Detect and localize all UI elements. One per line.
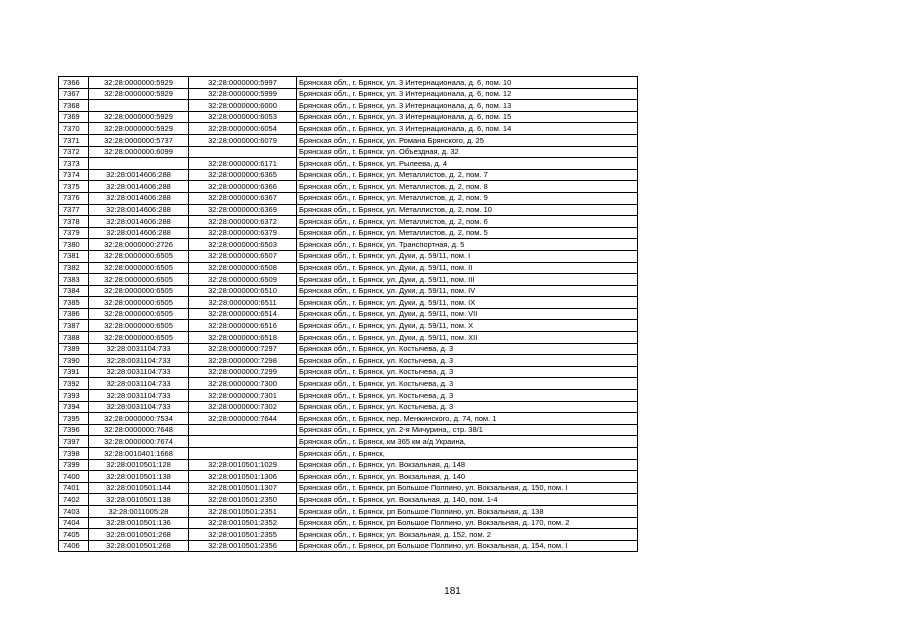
cell-parent-cadastral-number: 32:28:0000000:5929 [89,111,189,123]
cell-cadastral-number: 32:28:0000000:6369 [189,204,297,216]
cell-parent-cadastral-number: 32:28:0000000:7648 [89,424,189,436]
cadastral-table [58,76,638,552]
cell-cadastral-number: 32:28:0000000:7300 [189,378,297,390]
cell-row-number: 7389 [59,343,89,355]
cell-parent-cadastral-number: 32:28:0000000:2726 [89,239,189,251]
cell-row-number: 7386 [59,308,89,320]
cell-row-number: 7405 [59,529,89,541]
cell-parent-cadastral-number: 32:28:0010501:138 [89,494,189,506]
cell-parent-cadastral-number: 32:28:0000000:5929 [89,123,189,135]
cell-cadastral-number: 32:28:0010501:2356 [189,540,297,552]
cell-parent-cadastral-number: 32:28:0014606:288 [89,192,189,204]
cell-parent-cadastral-number [89,158,189,170]
cell-row-number: 7371 [59,134,89,146]
cell-row-number: 7395 [59,413,89,425]
cell-row-number: 7402 [59,494,89,506]
cell-address: Брянская обл., г. Брянск, ул. Вокзальная, д. 152, пом. 2 [297,529,638,541]
cell-parent-cadastral-number: 32:28:0014606:288 [89,169,189,181]
cell-row-number: 7390 [59,355,89,367]
cell-row-number: 7393 [59,390,89,402]
cell-parent-cadastral-number: 32:28:0000000:5929 [89,88,189,100]
table-row [59,146,638,158]
cell-cadastral-number: 32:28:0010501:1029 [189,459,297,471]
cell-address: Брянская обл., г. Брянск, ул. Дуки, д. 59/11, пом. XII [297,332,638,344]
cell-cadastral-number: 32:28:0000000:5997 [189,77,297,89]
table-row [59,274,638,286]
table-body [59,77,638,552]
cell-row-number: 7406 [59,540,89,552]
cell-address: Брянская обл., г. Брянск, ул. Дуки, д. 59/11, пом. IV [297,285,638,297]
cell-address: Брянская обл., г. Брянск, ул. Костычева, д. 3 [297,378,638,390]
cell-cadastral-number: 32:28:0010501:1307 [189,482,297,494]
cell-cadastral-number [189,436,297,448]
cell-parent-cadastral-number: 32:28:0000000:7534 [89,413,189,425]
cell-address: Брянская обл., г. Брянск, ул. 2-я Мичурина,, стр. 38/1 [297,424,638,436]
cell-cadastral-number: 32:28:0000000:6514 [189,308,297,320]
cell-address: Брянская обл., г. Брянск, ул. Дуки, д. 59/11, пом. IX [297,297,638,309]
cell-parent-cadastral-number: 32:28:0000000:6505 [89,297,189,309]
cell-address: Брянская обл., г. Брянск, ул. Металлистов, д. 2, пом. 9 [297,192,638,204]
cell-cadastral-number [189,146,297,158]
table-row [59,366,638,378]
table-row [59,482,638,494]
cell-address: Брянская обл., г. Брянск, пер. Менжинского, д. 74, пом. 1 [297,413,638,425]
cell-row-number: 7403 [59,505,89,517]
table-row [59,378,638,390]
cell-address: Брянская обл., г. Брянск, ул. Транспортная, д. 5 [297,239,638,251]
table-row [59,77,638,89]
cell-parent-cadastral-number: 32:28:0010501:136 [89,517,189,529]
cell-row-number: 7380 [59,239,89,251]
cell-cadastral-number: 32:28:0010501:1306 [189,471,297,483]
cell-parent-cadastral-number: 32:28:0000000:6505 [89,262,189,274]
cell-row-number: 7400 [59,471,89,483]
table-row [59,471,638,483]
table-row [59,227,638,239]
cell-cadastral-number: 32:28:0000000:6171 [189,158,297,170]
cell-cadastral-number [189,424,297,436]
cell-address: Брянская обл., г. Брянск, рп Большое Полпино, ул. Вокзальная, д. 150, пом. I [297,482,638,494]
cell-parent-cadastral-number: 32:28:0014606:288 [89,181,189,193]
cell-parent-cadastral-number: 32:28:0000000:6505 [89,320,189,332]
cell-address: Брянская обл., г. Брянск, ул. Объездная, д. 32 [297,146,638,158]
cell-parent-cadastral-number: 32:28:0011005:28 [89,505,189,517]
cell-parent-cadastral-number: 32:28:0000000:6505 [89,308,189,320]
cell-address: Брянская обл., г. Брянск, ул. Дуки, д. 59/11, пом. VII [297,308,638,320]
cell-parent-cadastral-number: 32:28:0014606:288 [89,204,189,216]
cell-address: Брянская обл., г. Брянск, рп Большое Полпино, ул. Вокзальная, д. 170, пом. 2 [297,517,638,529]
table-row [59,448,638,460]
cell-cadastral-number [189,448,297,460]
cell-parent-cadastral-number: 32:28:0000000:6505 [89,332,189,344]
table-row [59,204,638,216]
cell-cadastral-number: 32:28:0000000:6053 [189,111,297,123]
cell-address: Брянская обл., г. Брянск, ул. 3 Интернационала, д. 6, пом. 10 [297,77,638,89]
table-row [59,134,638,146]
cell-row-number: 7384 [59,285,89,297]
cell-cadastral-number: 32:28:0000000:6372 [189,216,297,228]
cell-parent-cadastral-number [89,100,189,112]
cell-address: Брянская обл., г. Брянск, ул. Вокзальная, д. 140, пом. 1-4 [297,494,638,506]
cell-row-number: 7375 [59,181,89,193]
cell-address: Брянская обл., г. Брянск, км 365 км а/д Украина, [297,436,638,448]
table-row [59,424,638,436]
cell-cadastral-number: 32:28:0000000:7297 [189,343,297,355]
cell-row-number: 7373 [59,158,89,170]
cell-cadastral-number: 32:28:0000000:6366 [189,181,297,193]
cell-cadastral-number: 32:28:0000000:6508 [189,262,297,274]
cell-parent-cadastral-number: 32:28:0000000:6505 [89,250,189,262]
cell-row-number: 7376 [59,192,89,204]
cell-parent-cadastral-number: 32:28:0000000:5929 [89,77,189,89]
cell-address: Брянская обл., г. Брянск, ул. Костычева, д. 3 [297,343,638,355]
table-row [59,413,638,425]
cell-cadastral-number: 32:28:0000000:6365 [189,169,297,181]
cell-row-number: 7368 [59,100,89,112]
table-row [59,459,638,471]
cell-parent-cadastral-number: 32:28:0014606:288 [89,227,189,239]
cell-cadastral-number: 32:28:0010501:2351 [189,505,297,517]
cell-address: Брянская обл., г. Брянск, ул. Костычева, д. 3 [297,390,638,402]
cell-parent-cadastral-number: 32:28:0000000:6505 [89,285,189,297]
table-row [59,517,638,529]
table-row [59,529,638,541]
table-row [59,401,638,413]
cell-address: Брянская обл., г. Брянск, ул. Костычева, д. 3 [297,355,638,367]
cell-row-number: 7370 [59,123,89,135]
cell-row-number: 7372 [59,146,89,158]
cell-address: Брянская обл., г. Брянск, рп Большое Полпино, ул. Вокзальная, д. 154, пом. I [297,540,638,552]
cell-parent-cadastral-number: 32:28:0000000:5737 [89,134,189,146]
table-row [59,285,638,297]
cell-cadastral-number: 32:28:0000000:6518 [189,332,297,344]
cell-parent-cadastral-number: 32:28:0031104:733 [89,390,189,402]
cell-row-number: 7381 [59,250,89,262]
cell-row-number: 7397 [59,436,89,448]
table-row [59,111,638,123]
cell-address: Брянская обл., г. Брянск, ул. Дуки, д. 59/11, пом. I [297,250,638,262]
cell-row-number: 7401 [59,482,89,494]
cell-row-number: 7369 [59,111,89,123]
cell-row-number: 7366 [59,77,89,89]
cell-cadastral-number: 32:28:0010501:2355 [189,529,297,541]
table-row [59,250,638,262]
cell-address: Брянская обл., г. Брянск, ул. 3 Интернационала, д. 6, пом. 13 [297,100,638,112]
cell-address: Брянская обл., г. Брянск, ул. Металлистов, д. 2, пом. 5 [297,227,638,239]
cell-address: Брянская обл., г. Брянск, ул. Металлистов, д. 2, пом. 8 [297,181,638,193]
cell-parent-cadastral-number: 32:28:0031104:733 [89,355,189,367]
cell-row-number: 7385 [59,297,89,309]
cell-address: Брянская обл., г. Брянск, ул. Дуки, д. 59/11, пом. III [297,274,638,286]
cell-parent-cadastral-number: 32:28:0031104:733 [89,343,189,355]
cell-address: Брянская обл., г. Брянск, ул. 3 Интернационала, д. 6, пом. 14 [297,123,638,135]
cell-parent-cadastral-number: 32:28:0010501:144 [89,482,189,494]
cell-cadastral-number: 32:28:0000000:7302 [189,401,297,413]
cell-cadastral-number: 32:28:0000000:6507 [189,250,297,262]
table-row [59,88,638,100]
table-row [59,390,638,402]
table-row [59,100,638,112]
cell-row-number: 7391 [59,366,89,378]
cell-parent-cadastral-number: 32:28:0010501:128 [89,459,189,471]
cell-parent-cadastral-number: 32:28:0031104:733 [89,366,189,378]
table-row [59,343,638,355]
cell-cadastral-number: 32:28:0000000:6503 [189,239,297,251]
cell-parent-cadastral-number: 32:28:0010501:268 [89,540,189,552]
cell-address: Брянская обл., г. Брянск, ул. Вокзальная, д. 148 [297,459,638,471]
cell-row-number: 7374 [59,169,89,181]
table-row [59,297,638,309]
table-row [59,505,638,517]
page-number: 181 [444,586,461,597]
cell-address: Брянская обл., г. Брянск, ул. Металлистов, д. 2, пом. 7 [297,169,638,181]
table-row [59,262,638,274]
cell-parent-cadastral-number: 32:28:0010401:1668 [89,448,189,460]
cell-cadastral-number: 32:28:0000000:6367 [189,192,297,204]
table-row [59,216,638,228]
cell-address: Брянская обл., г. Брянск, ул. Металлистов, д. 2, пом. 10 [297,204,638,216]
cell-cadastral-number: 32:28:0000000:6379 [189,227,297,239]
table-row [59,169,638,181]
cell-cadastral-number: 32:28:0000000:7299 [189,366,297,378]
table-row [59,181,638,193]
cell-row-number: 7377 [59,204,89,216]
cell-address: Брянская обл., г. Брянск, рп Большое Полпино, ул. Вокзальная, д. 138 [297,505,638,517]
table-row [59,332,638,344]
cell-address: Брянская обл., г. Брянск, ул. Вокзальная, д. 140 [297,471,638,483]
table-row [59,355,638,367]
cell-row-number: 7388 [59,332,89,344]
cell-cadastral-number: 32:28:0000000:6000 [189,100,297,112]
cell-cadastral-number: 32:28:0000000:5999 [189,88,297,100]
cell-cadastral-number: 32:28:0000000:6509 [189,274,297,286]
cell-address: Брянская обл., г. Брянск, ул. Костычева, д. 3 [297,401,638,413]
cell-address: Брянская обл., г. Брянск, [297,448,638,460]
cell-row-number: 7387 [59,320,89,332]
table-row [59,494,638,506]
cell-address: Брянская обл., г. Брянск, ул. Дуки, д. 59/11, пом. X [297,320,638,332]
cell-row-number: 7404 [59,517,89,529]
table-row [59,436,638,448]
cell-row-number: 7394 [59,401,89,413]
cell-address: Брянская обл., г. Брянск, ул. Металлистов, д. 2, пом. 6 [297,216,638,228]
cell-cadastral-number: 32:28:0000000:6516 [189,320,297,332]
cell-address: Брянская обл., г. Брянск, ул. Костычева, д. 3 [297,366,638,378]
cell-cadastral-number: 32:28:0010501:2350 [189,494,297,506]
cell-row-number: 7396 [59,424,89,436]
table-row [59,123,638,135]
cell-parent-cadastral-number: 32:28:0010501:138 [89,471,189,483]
table-row [59,192,638,204]
cell-row-number: 7379 [59,227,89,239]
cell-parent-cadastral-number: 32:28:0000000:6099 [89,146,189,158]
cell-cadastral-number: 32:28:0000000:6510 [189,285,297,297]
cell-row-number: 7392 [59,378,89,390]
cell-row-number: 7382 [59,262,89,274]
table-row [59,239,638,251]
cell-parent-cadastral-number: 32:28:0010501:268 [89,529,189,541]
cell-address: Брянская обл., г. Брянск, ул. 3 Интернационала, д. 6, пом. 15 [297,111,638,123]
cell-parent-cadastral-number: 32:28:0000000:6505 [89,274,189,286]
cell-cadastral-number: 32:28:0000000:6511 [189,297,297,309]
cell-parent-cadastral-number: 32:28:0000000:7674 [89,436,189,448]
cell-row-number: 7378 [59,216,89,228]
table-row [59,308,638,320]
cell-row-number: 7398 [59,448,89,460]
cell-address: Брянская обл., г. Брянск, ул. Рылеева, д. 4 [297,158,638,170]
table-row [59,320,638,332]
cell-cadastral-number: 32:28:0010501:2352 [189,517,297,529]
cell-cadastral-number: 32:28:0000000:7301 [189,390,297,402]
table-row [59,540,638,552]
cell-parent-cadastral-number: 32:28:0031104:733 [89,401,189,413]
cell-address: Брянская обл., г. Брянск, ул. 3 Интернационала, д. 6, пом. 12 [297,88,638,100]
cell-cadastral-number: 32:28:0000000:7644 [189,413,297,425]
cell-row-number: 7367 [59,88,89,100]
cell-cadastral-number: 32:28:0000000:6079 [189,134,297,146]
cell-address: Брянская обл., г. Брянск, ул. Романа Брянского, д. 25 [297,134,638,146]
cell-cadastral-number: 32:28:0000000:7298 [189,355,297,367]
cell-cadastral-number: 32:28:0000000:6054 [189,123,297,135]
cell-parent-cadastral-number: 32:28:0014606:288 [89,216,189,228]
cell-parent-cadastral-number: 32:28:0031104:733 [89,378,189,390]
cell-row-number: 7399 [59,459,89,471]
cell-address: Брянская обл., г. Брянск, ул. Дуки, д. 59/11, пом. II [297,262,638,274]
cell-row-number: 7383 [59,274,89,286]
table-row [59,158,638,170]
